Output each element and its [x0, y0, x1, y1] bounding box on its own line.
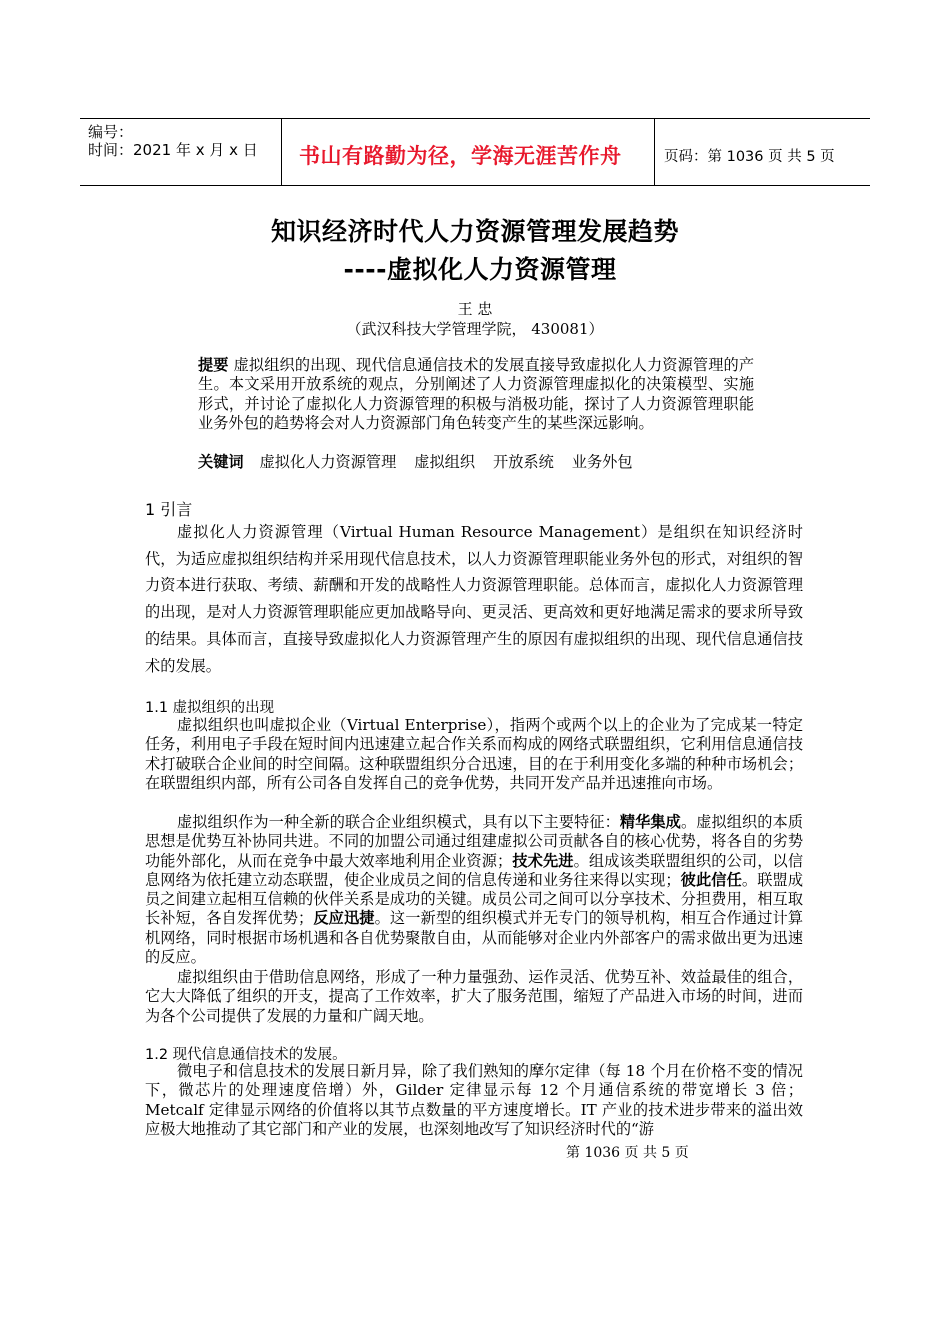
text-run: 虚拟组织作为一种全新的联合企业组织模式，具有以下主要特征： — [177, 813, 620, 831]
feature-term: 技术先进 — [512, 851, 574, 870]
section-1-1-paragraph-3: 虚拟组织由于借助信息网络，形成了一种力量强劲、运作灵活、优势互补、效益最佳的组合，它大大降低了组织的开支，提高了工作效率，扩大了服务范围，缩短了产品进入市场的时间，进而为各个公司提供了发展的力量和广阔天地。 — [145, 968, 803, 1025]
header-motto: 书山有路勤为径，学海无涯苦作舟 — [299, 144, 622, 168]
page-footer: 第 1036 页 共 5 页 — [566, 1145, 689, 1161]
section-1-1-heading: 1.1 虚拟组织的出现 — [145, 700, 275, 716]
author-affiliation: （武汉科技大学管理学院， 430081） — [346, 320, 604, 338]
keyword-item: 虚拟组织 — [414, 453, 475, 471]
author-name: 王 忠 — [457, 300, 493, 318]
header-number-label: 编号： — [88, 123, 134, 141]
text-run: 。联盟成员之间建立起相互信赖的伙伴关系是成功的关键。成员公司之间可以分享技术、分担费用，相互取长补短，各自发挥优势； — [145, 870, 804, 928]
header-bottom-rule — [80, 185, 870, 186]
abstract — [198, 356, 754, 433]
section-1-2-paragraph-1: 微电子和信息技术的发展日新月异，除了我们熟知的摩尔定律（每 18 个月在价格不变的情况下，微芯片的处理速度倍增）外，Gilder 定律显示每 12 个月通信系统的带宽增长 3 倍；Metcalf 定律显示网络的价值将以其节点数量的平方速度增长。IT 产业的技术进步带来的溢出效应极大地推动了其它部门和产业的发展，也深刻地改写了知识经济时代的“游 — [145, 1062, 803, 1138]
abstract-text: 虚拟组织的出现、现代信息通信技术的发展直接导致虚拟化人力资源管理的产生。本文采用开放系统的观点，分别阐述了人力资源管理虚拟化的决策模型、实施形式，并讨论了虚拟化人力资源管理的积极与消极功能，探讨了人力资源管理职能业务外包的趋势将会对人力资源部门角色转变产生的某些深远影响。 — [198, 356, 755, 432]
header-divider-2 — [654, 118, 655, 186]
header-page-label: 页码：第 1036 页 共 5 页 — [664, 149, 835, 165]
text-run: 。组成该类联盟组织的公司，以信息网络为依托建立动态联盟，使企业成员之间的信息传递和业务往来得以实现； — [145, 851, 804, 889]
section-1-heading: 1 引言 — [145, 500, 193, 519]
section-1-2-heading: 1.2 现代信息通信技术的发展。 — [145, 1047, 347, 1063]
title-line-2: ----虚拟化人力资源管理 — [343, 255, 617, 284]
keywords-label: 关键词 — [198, 453, 244, 471]
title-line-1: 知识经济时代人力资源管理发展趋势 — [270, 217, 679, 246]
keywords — [198, 453, 754, 472]
keyword-item: 虚拟化人力资源管理 — [259, 453, 397, 471]
abstract-label: 提要 — [198, 356, 229, 374]
keyword-item: 业务外包 — [571, 453, 633, 471]
feature-term: 彼此信任 — [680, 870, 742, 889]
header-top-rule — [80, 118, 870, 119]
section-1-paragraph: 虚拟化人力资源管理（Virtual Human Resource Management）是组织在知识经济时代，为适应虚拟组织结构并采用现代信息技术，以人力资源管理职能业务外包的形式，对组织的智力资本进行获取、考绩、薪酬和开发的战略性人力资源管理职能。总体而言，虚拟化人力资源管理的出现，是对人力资源管理职能应更加战略导向、更灵活、更高效和更好地满足需求的要求所导致的结果。具体而言，直接导致虚拟化人力资源管理产生的原因有虚拟组织的出现、现代信息通信技术的发展。 — [145, 523, 803, 675]
section-1-1-paragraph-1: 虚拟组织也叫虚拟企业（Virtual Enterprise），指两个或两个以上的企业为了完成某一特定任务，利用电子手段在短时间内迅速建立起合作关系而构成的网络式联盟组织，它利用信息通信技术打破联合企业间的时空间隔。这种联盟组织分合迅速，目的在于利用变化多端的种种市场机会；在联盟组织内部，所有公司各自发挥自己的竞争优势，共同开发产品并迅速推向市场。 — [145, 716, 803, 792]
header-date-label: 时间：2021 年 x 月 x 日 — [88, 141, 258, 159]
text-run: 。虚拟组织的本质思想是优势互补协同共进。不同的加盟公司通过组建虚拟公司贡献各自的核心优势，将各自的劣势功能外部化，从而在竞争中最大效率地利用企业资源； — [145, 813, 804, 870]
keyword-item: 开放系统 — [493, 453, 554, 471]
feature-term: 反应迅捷 — [313, 909, 375, 928]
text-run: 。这一新型的组织模式并无专门的领导机构，相互合作通过计算机网络，同时根据市场机遇和各自优势聚散自由，从而能够对企业内外部客户的需求做出更为迅速的反应。 — [145, 909, 804, 967]
feature-term: 精华集成 — [619, 813, 681, 831]
header-divider-1 — [281, 118, 282, 186]
section-1-1-paragraph-2 — [145, 813, 803, 967]
